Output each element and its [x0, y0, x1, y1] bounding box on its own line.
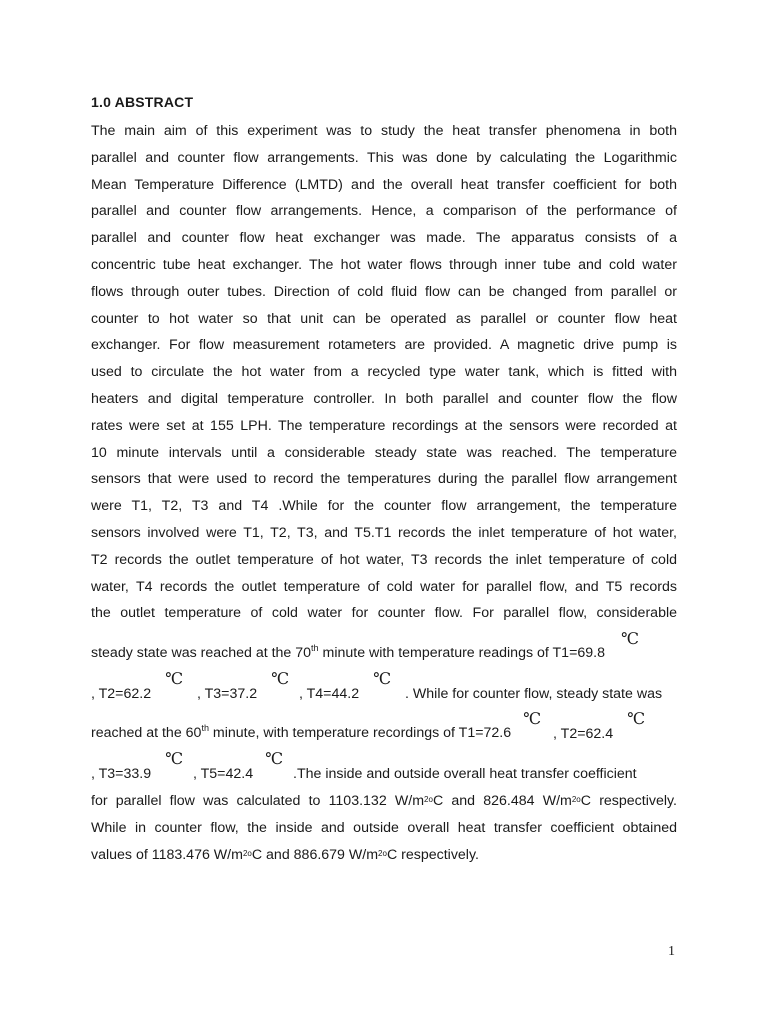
text-line: parallel and counter flow heat exchanger was made. The apparatus consists of a [91, 230, 677, 247]
text-line-counter-steady [91, 707, 677, 747]
t2-parallel-reading: , T2=62.2 [91, 686, 152, 703]
degree-celsius-icon: ℃ [627, 709, 646, 729]
text-line: were T1, T2, T3 and T4 .While for the counter flow arrangement, the temperature [91, 498, 677, 515]
degree-celsius-icon: ℃ [265, 749, 283, 769]
degree-celsius-icon: ℃ [165, 749, 183, 769]
degree-celsius-icon: ℃ [620, 629, 639, 649]
text-line: water, T4 records the outlet temperature of cold water for parallel flow, and T5 records [91, 578, 677, 595]
abstract-paragraph [91, 118, 677, 869]
t4-parallel-reading: , T4=44.2 [299, 686, 360, 703]
degree-celsius-icon: ℃ [271, 669, 289, 689]
text-line-counter-temps [91, 747, 677, 787]
t2-counter-reading: , T2=62.4 [553, 726, 614, 743]
text-line: parallel and counter flow arrangements. Hence, a comparison of the performance of [91, 203, 677, 220]
text-line: sensors that were used to record the temperatures during the parallel flow arrangement [91, 471, 677, 488]
section-heading: 1.0 ABSTRACT [91, 94, 194, 110]
text-line-coef-parallel: for parallel flow was calculated to 1103.132 $W/m^{2o}C$ and 826.484 $W/m^{2o}C$ respectively. [91, 793, 677, 810]
page-number: 1 [668, 944, 675, 959]
text-line: heaters and digital temperature controller. In both parallel and counter flow the flow [91, 390, 677, 407]
text-line: The main aim of this experiment was to study the heat transfer phenomena in both [91, 123, 677, 139]
counter-steady-text: reached at the 60th minute, with temperature recordings of T1=72.6 [91, 723, 512, 742]
degree-celsius-icon: ℃ [523, 709, 542, 729]
text-line-parallel-temps [91, 667, 677, 707]
text-line: sensors involved were T1, T2, T3, and T5.T1 records the inlet temperature of hot water, [91, 524, 677, 541]
text-line: rates were set at 155 LPH. The temperature recordings at the sensors were recorded at [91, 417, 677, 434]
coefficient-intro-text: .The inside and outside overall heat transfer coefficient [293, 766, 637, 783]
text-line: While in counter flow, the inside and outside overall heat transfer coefficient obtained [91, 820, 677, 837]
text-line: T2 records the outlet temperature of hot water, T3 records the inlet temperature of cold [91, 551, 677, 568]
text-line: parallel and counter flow arrangements. This was done by calculating the Logarithmic [91, 149, 677, 166]
text-line: 10 minute intervals until a considerable steady state was reached. The temperature [91, 444, 677, 461]
text-line: Mean Temperature Difference (LMTD) and the overall heat transfer coefficient for both [91, 176, 677, 193]
text-line: exchanger. For flow measurement rotameters are provided. A magnetic drive pump is [91, 337, 677, 354]
text-line: concentric tube heat exchanger. The hot water flows through inner tube and cold water [91, 256, 677, 273]
degree-celsius-icon: ℃ [373, 669, 391, 689]
t3-counter-reading: , T3=33.9 [91, 766, 152, 783]
text-line: used to circulate the hot water from a recycled type water tank, which is fitted with [91, 364, 677, 381]
text-line-parallel-steady [91, 627, 677, 667]
counter-intro-text: . While for counter flow, steady state was [405, 686, 663, 703]
text-line: flows through outer tubes. Direction of cold fluid flow can be changed from parallel or [91, 283, 677, 300]
text-line: the outlet temperature of cold water for counter flow. For parallel flow, considerable [91, 605, 677, 622]
text-line-coef-counter: values of 1183.476 $W/m^{2o}C$ and 886.679 $W/m^{2o}C$ respectively. [91, 846, 479, 863]
steady-text: steady state was reached at the 70th minute with temperature readings of T1=69.8 [91, 643, 605, 662]
degree-celsius-icon: ℃ [165, 669, 183, 689]
t3-parallel-reading: , T3=37.2 [197, 686, 258, 703]
text-line: counter to hot water so that unit can be operated as parallel or counter flow heat [91, 310, 677, 327]
t5-counter-reading: , T5=42.4 [193, 766, 254, 783]
